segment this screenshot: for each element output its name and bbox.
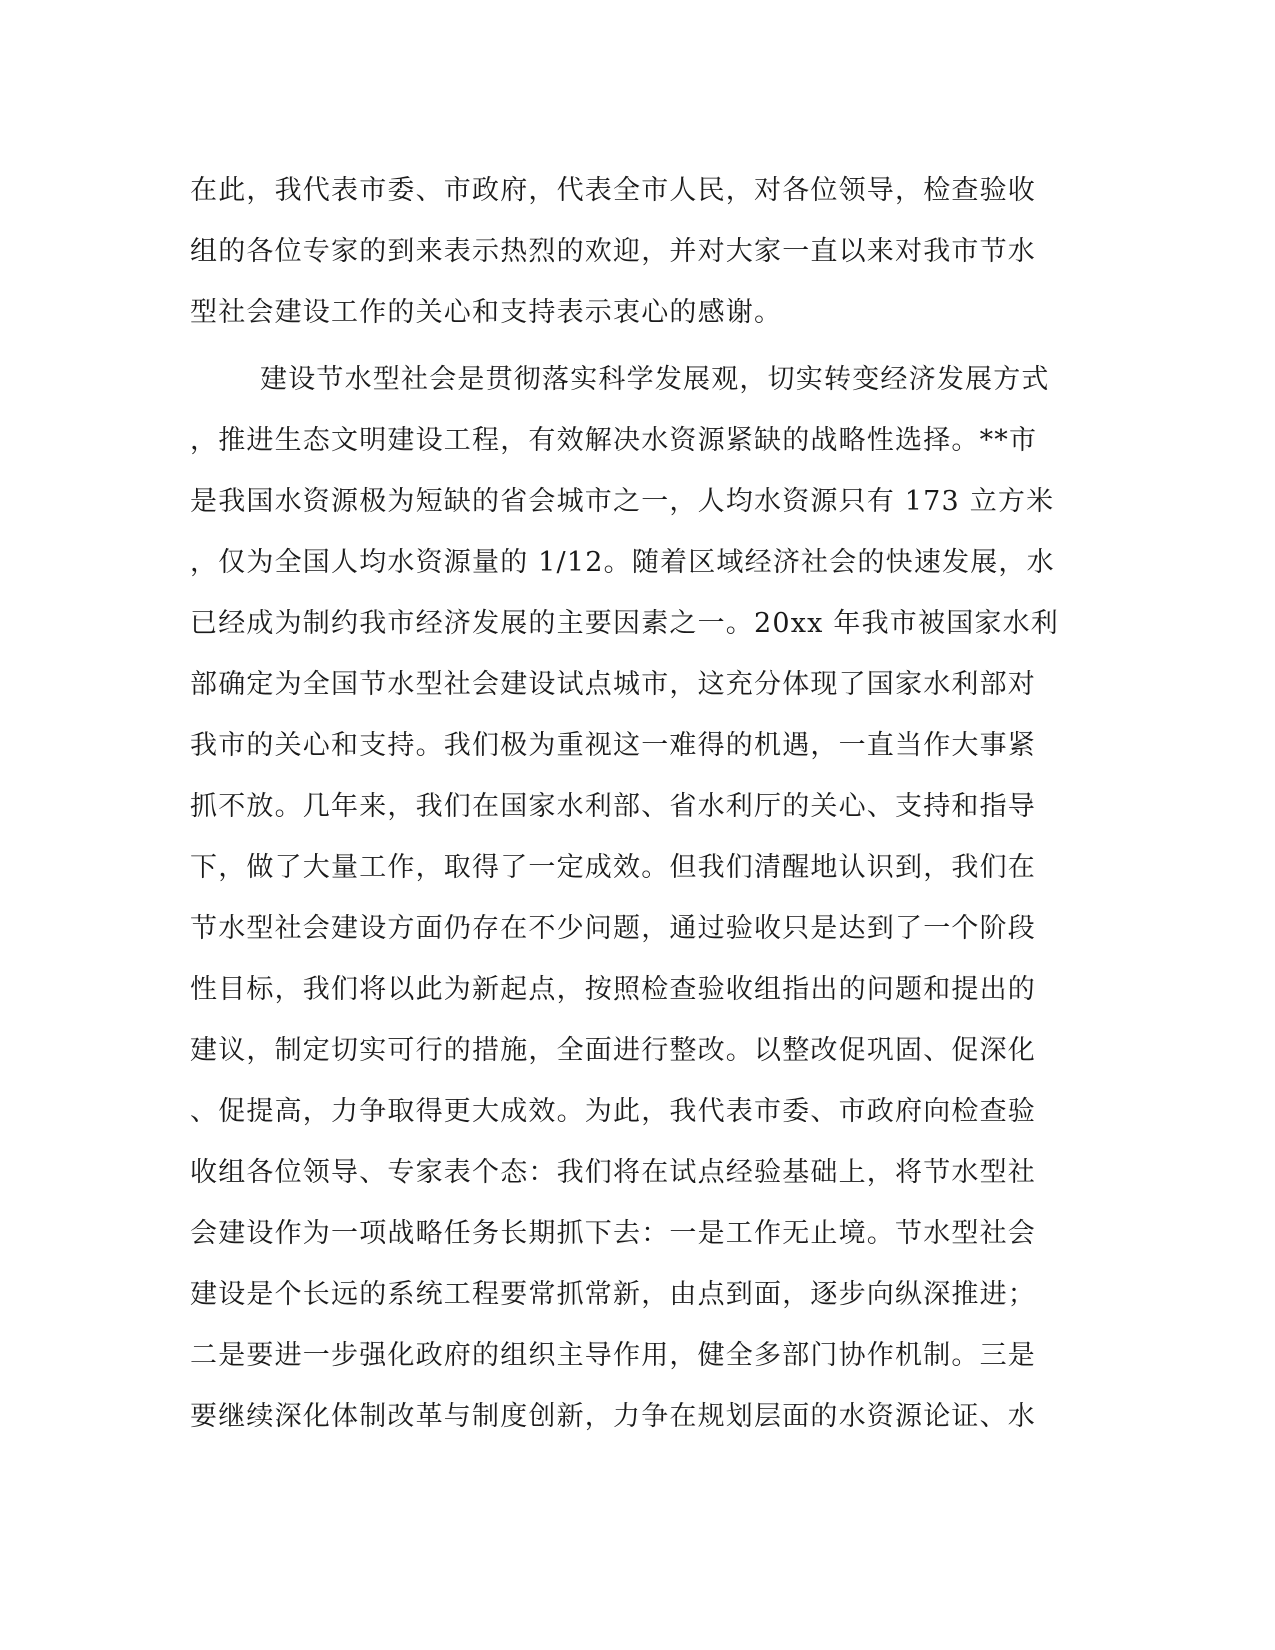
text-line: ，推进生态文明建设工程，有效解决水资源紧缺的战略性选择。**市 <box>190 425 1038 456</box>
paragraph-2 <box>190 349 1090 1447</box>
text-line: 是我国水资源极为短缺的省会城市之一，人均水资源只有 173 立方米 <box>190 486 1055 517</box>
text-line: 二是要进一步强化政府的组织主导作用，健全多部门协作机制。三是 <box>190 1340 1036 1371</box>
text-line: 组的各位专家的到来表示热烈的欢迎，并对大家一直以来对我市节水 <box>190 236 1036 267</box>
text-line: 部确定为全国节水型社会建设试点城市，这充分体现了国家水利部对 <box>190 669 1036 700</box>
text-line: 建议，制定切实可行的措施，全面进行整改。以整改促巩固、促深化 <box>190 1035 1036 1066</box>
text-line: 建设节水型社会是贯彻落实科学发展观，切实转变经济发展方式 <box>260 364 1050 395</box>
text-line: 收组各位领导、专家表个态：我们将在试点经验基础上，将节水型社 <box>190 1157 1036 1188</box>
body-text <box>190 160 1090 1447</box>
text-line: 抓不放。几年来，我们在国家水利部、省水利厅的关心、支持和指导 <box>190 791 1036 822</box>
text-line: 要继续深化体制改革与制度创新，力争在规划层面的水资源论证、水 <box>190 1401 1036 1432</box>
text-line: 我市的关心和支持。我们极为重视这一难得的机遇，一直当作大事紧 <box>190 730 1036 761</box>
text-line: 下，做了大量工作，取得了一定成效。但我们清醒地认识到，我们在 <box>190 852 1036 883</box>
text-line: 节水型社会建设方面仍存在不少问题，通过验收只是达到了一个阶段 <box>190 913 1036 944</box>
text-line: ，仅为全国人均水资源量的 1/12。随着区域经济社会的快速发展，水 <box>190 547 1055 578</box>
text-line: 在此，我代表市委、市政府，代表全市人民，对各位领导，检查验收 <box>190 175 1036 206</box>
text-line: 型社会建设工作的关心和支持表示衷心的感谢。 <box>190 297 783 328</box>
text-line: 、促提高，力争取得更大成效。为此，我代表市委、市政府向检查验 <box>190 1096 1036 1127</box>
text-line: 性目标，我们将以此为新起点，按照检查验收组指出的问题和提出的 <box>190 974 1036 1005</box>
text-line: 会建设作为一项战略任务长期抓下去：一是工作无止境。节水型社会 <box>190 1218 1036 1249</box>
text-line: 建设是个长远的系统工程要常抓常新，由点到面，逐步向纵深推进； <box>190 1279 1036 1310</box>
paragraph-1 <box>190 160 1090 343</box>
text-line: 已经成为制约我市经济发展的主要因素之一。20xx 年我市被国家水利 <box>190 608 1059 639</box>
